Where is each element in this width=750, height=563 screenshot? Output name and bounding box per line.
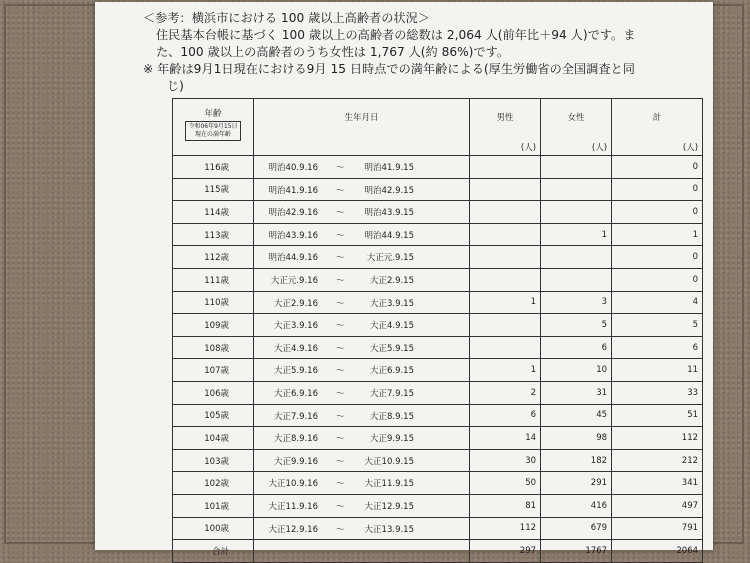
female-cell: 6 xyxy=(541,336,612,359)
birth-from: 明治44.9.16 xyxy=(268,253,318,264)
female-cell: 291 xyxy=(541,472,612,495)
birth-to: 大正4.9.15 xyxy=(369,321,414,332)
table-row xyxy=(173,291,703,314)
total-cell: 0 xyxy=(612,178,703,201)
table-row xyxy=(173,449,703,472)
birth-from: 明治43.9.16 xyxy=(268,230,318,241)
age-cell: 107歳 xyxy=(173,359,254,382)
female-cell: 10 xyxy=(541,359,612,382)
male-cell: 2 xyxy=(470,381,541,404)
birthdate-cell xyxy=(254,268,470,291)
birth-from: 大正12.9.16 xyxy=(268,524,318,535)
birthdate-cell xyxy=(254,494,470,517)
female-unit: (人) xyxy=(591,143,608,153)
male-column-header xyxy=(470,99,541,156)
age-cell: 115歳 xyxy=(173,178,254,201)
female-cell: 98 xyxy=(541,427,612,450)
female-cell: 679 xyxy=(541,517,612,540)
birth-to: 大正元.9.15 xyxy=(366,253,414,264)
total-cell: 4 xyxy=(612,291,703,314)
total-female: 1767 xyxy=(541,540,612,563)
birthdate-cell xyxy=(254,223,470,246)
range-tilde: ～ xyxy=(336,524,345,535)
table-row xyxy=(173,494,703,517)
male-cell xyxy=(470,314,541,337)
range-tilde: ～ xyxy=(336,366,345,377)
age-cell: 106歳 xyxy=(173,381,254,404)
birth-to: 大正13.9.15 xyxy=(364,524,414,535)
birth-from: 明治42.9.16 xyxy=(268,208,318,219)
table-row xyxy=(173,336,703,359)
birth-from: 大正元.9.16 xyxy=(270,275,318,286)
male-cell: 1 xyxy=(470,359,541,382)
birth-from: 大正5.9.16 xyxy=(273,366,318,377)
birthdate-column-header: 生年月日 xyxy=(254,99,470,156)
total-cell: 5 xyxy=(612,314,703,337)
total-birth-empty xyxy=(254,540,470,563)
age-header-label: 年齢 xyxy=(204,109,222,119)
total-cell: 6 xyxy=(612,336,703,359)
male-cell: 30 xyxy=(470,449,541,472)
birth-from: 大正6.9.16 xyxy=(273,388,318,399)
age-cell: 104歳 xyxy=(173,427,254,450)
male-cell xyxy=(470,156,541,179)
table-row xyxy=(173,223,703,246)
table-row xyxy=(173,381,703,404)
birthdate-cell xyxy=(254,246,470,269)
total-row xyxy=(173,540,703,563)
range-tilde: ～ xyxy=(336,253,345,264)
range-tilde: ～ xyxy=(336,230,345,241)
age-header-note-line2: 現在の満年齢 xyxy=(194,131,231,138)
total-label: 合計 xyxy=(173,540,254,563)
birth-to: 大正6.9.15 xyxy=(369,366,414,377)
female-cell xyxy=(541,178,612,201)
summary-line-1: 住民基本台帳に基づく 100 歳以上の高齢者の総数は 2,064 人(前年比＋94 人)です。ま xyxy=(156,28,636,42)
summary-line-2: た、100 歳以上の高齢者のうち女性は 1,767 人(約 86%)です。 xyxy=(156,45,510,59)
age-cell: 116歳 xyxy=(173,156,254,179)
total-cell: 497 xyxy=(612,494,703,517)
age-cell: 100歳 xyxy=(173,517,254,540)
range-tilde: ～ xyxy=(336,501,345,512)
birthdate-cell xyxy=(254,291,470,314)
male-cell: 50 xyxy=(470,472,541,495)
birthdate-cell xyxy=(254,156,470,179)
note-line-2: じ) xyxy=(167,79,184,93)
birthdate-cell xyxy=(254,336,470,359)
total-cell: 0 xyxy=(612,156,703,179)
age-cell: 108歳 xyxy=(173,336,254,359)
birth-from: 大正8.9.16 xyxy=(273,434,318,445)
female-cell: 182 xyxy=(541,449,612,472)
age-cell: 101歳 xyxy=(173,494,254,517)
male-cell xyxy=(470,223,541,246)
total-cell: 51 xyxy=(612,404,703,427)
birth-from: 大正7.9.16 xyxy=(273,411,318,422)
birthdate-cell xyxy=(254,427,470,450)
table-row xyxy=(173,472,703,495)
age-cell: 111歳 xyxy=(173,268,254,291)
birth-to: 大正7.9.15 xyxy=(369,388,414,399)
table-row xyxy=(173,246,703,269)
birth-to: 大正9.9.15 xyxy=(369,434,414,445)
table-row xyxy=(173,268,703,291)
birth-from: 大正9.9.16 xyxy=(273,456,318,467)
range-tilde: ～ xyxy=(336,411,345,422)
total-unit: (人) xyxy=(682,143,699,153)
total-cell: 112 xyxy=(612,427,703,450)
age-cell: 103歳 xyxy=(173,449,254,472)
age-cell: 113歳 xyxy=(173,223,254,246)
female-cell: 1 xyxy=(541,223,612,246)
birth-to: 明治42.9.15 xyxy=(364,185,414,196)
total-cell: 0 xyxy=(612,246,703,269)
female-header-label: 女性 xyxy=(567,113,585,123)
female-cell: 5 xyxy=(541,314,612,337)
female-column-header xyxy=(541,99,612,156)
table-row xyxy=(173,404,703,427)
table-row xyxy=(173,359,703,382)
total-cell: 33 xyxy=(612,381,703,404)
range-tilde: ～ xyxy=(336,479,345,490)
total-column-header xyxy=(612,99,703,156)
male-cell xyxy=(470,178,541,201)
male-cell xyxy=(470,201,541,224)
range-tilde: ～ xyxy=(336,434,345,445)
total-header-label: 計 xyxy=(652,113,662,123)
table-row xyxy=(173,178,703,201)
birth-to: 大正3.9.15 xyxy=(369,298,414,309)
birth-from: 大正2.9.16 xyxy=(273,298,318,309)
header-text xyxy=(143,10,703,95)
total-total: 2064 xyxy=(612,540,703,563)
birthdate-cell xyxy=(254,517,470,540)
birth-to: 大正11.9.15 xyxy=(364,479,414,490)
female-cell xyxy=(541,201,612,224)
age-header-note-line1: 令和06年9月15日 xyxy=(188,123,238,130)
total-cell: 1 xyxy=(612,223,703,246)
document-page xyxy=(95,2,713,558)
birth-to: 明治43.9.15 xyxy=(364,208,414,219)
total-cell: 791 xyxy=(612,517,703,540)
female-cell: 45 xyxy=(541,404,612,427)
female-cell: 31 xyxy=(541,381,612,404)
total-cell: 0 xyxy=(612,201,703,224)
birth-to: 大正10.9.15 xyxy=(364,456,414,467)
birth-from: 大正4.9.16 xyxy=(273,343,318,354)
male-unit: (人) xyxy=(520,143,537,153)
table-row xyxy=(173,427,703,450)
birth-to: 明治44.9.15 xyxy=(364,230,414,241)
birthdate-cell xyxy=(254,201,470,224)
table-row xyxy=(173,156,703,179)
birthdate-cell xyxy=(254,449,470,472)
table-row xyxy=(173,314,703,337)
birth-from: 大正11.9.16 xyxy=(268,501,318,512)
range-tilde: ～ xyxy=(336,456,345,467)
male-cell xyxy=(470,268,541,291)
centenarian-table xyxy=(172,98,703,563)
male-header-label: 男性 xyxy=(496,113,514,123)
birth-from: 明治41.9.16 xyxy=(268,185,318,196)
table-header-row xyxy=(173,99,703,156)
birth-to: 大正2.9.15 xyxy=(369,275,414,286)
total-cell: 212 xyxy=(612,449,703,472)
birthdate-cell xyxy=(254,472,470,495)
range-tilde: ～ xyxy=(336,185,345,196)
birth-from: 大正3.9.16 xyxy=(273,321,318,332)
male-cell: 14 xyxy=(470,427,541,450)
range-tilde: ～ xyxy=(336,163,345,173)
total-cell: 0 xyxy=(612,268,703,291)
range-tilde: ～ xyxy=(336,388,345,399)
birth-to: 大正12.9.15 xyxy=(364,501,414,512)
male-cell xyxy=(470,336,541,359)
age-cell: 109歳 xyxy=(173,314,254,337)
total-cell: 341 xyxy=(612,472,703,495)
birth-from: 明治40.9.16 xyxy=(268,163,318,173)
birthdate-cell xyxy=(254,314,470,337)
table-row xyxy=(173,201,703,224)
male-cell: 112 xyxy=(470,517,541,540)
age-cell: 105歳 xyxy=(173,404,254,427)
document-title: ＜参考：横浜市における 100 歳以上高齢者の状況＞ xyxy=(143,11,430,25)
birthdate-cell xyxy=(254,404,470,427)
male-cell: 81 xyxy=(470,494,541,517)
female-cell: 416 xyxy=(541,494,612,517)
birthdate-cell xyxy=(254,381,470,404)
age-column-header xyxy=(173,99,254,156)
age-cell: 112歳 xyxy=(173,246,254,269)
male-cell: 1 xyxy=(470,291,541,314)
female-cell xyxy=(541,268,612,291)
total-cell: 11 xyxy=(612,359,703,382)
range-tilde: ～ xyxy=(336,208,345,219)
table-row xyxy=(173,517,703,540)
total-male: 297 xyxy=(470,540,541,563)
range-tilde: ～ xyxy=(336,343,345,354)
male-cell: 6 xyxy=(470,404,541,427)
age-cell: 110歳 xyxy=(173,291,254,314)
range-tilde: ～ xyxy=(336,321,345,332)
note-line-1: ※ 年齢は9月1日現在における9月 15 日時点での満年齢による(厚生労働省の全国調査と同 xyxy=(143,62,635,76)
male-cell xyxy=(470,246,541,269)
birthdate-cell xyxy=(254,178,470,201)
birthdate-cell xyxy=(254,359,470,382)
female-cell xyxy=(541,156,612,179)
birth-to: 明治41.9.15 xyxy=(364,163,414,173)
birth-to: 大正8.9.15 xyxy=(369,411,414,422)
range-tilde: ～ xyxy=(336,275,345,286)
female-cell xyxy=(541,246,612,269)
range-tilde: ～ xyxy=(336,298,345,309)
age-cell: 102歳 xyxy=(173,472,254,495)
age-cell: 114歳 xyxy=(173,201,254,224)
birth-from: 大正10.9.16 xyxy=(268,479,318,490)
birth-to: 大正5.9.15 xyxy=(369,343,414,354)
age-header-note xyxy=(185,121,240,141)
female-cell: 3 xyxy=(541,291,612,314)
